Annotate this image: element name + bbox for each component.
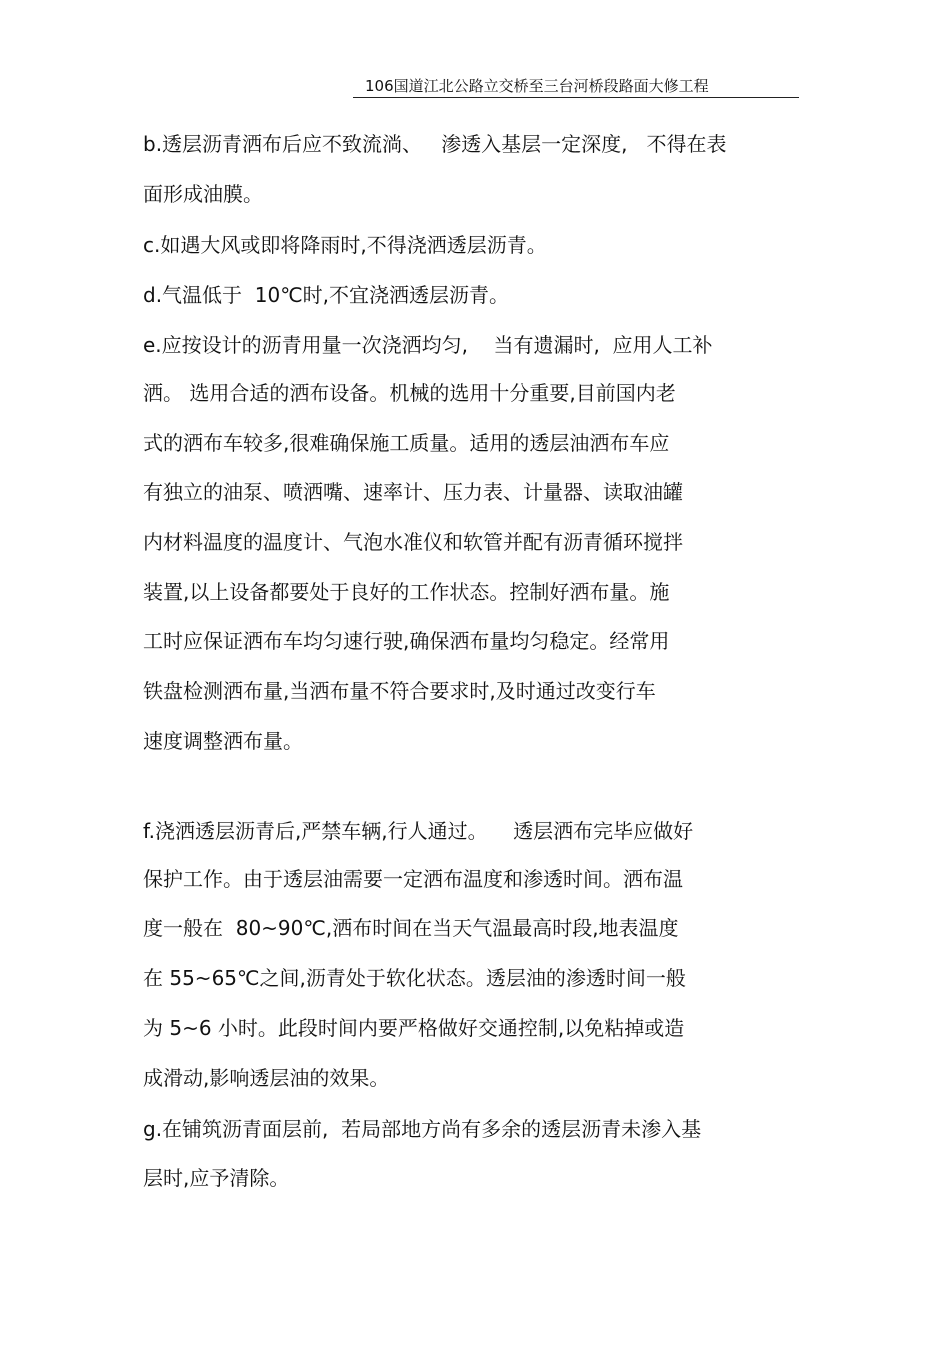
- text-line: 内材料温度的温度计、气泡水准仪和软管并配有沥青循环搅拌: [143, 530, 683, 554]
- text-line: 保护工作。由于透层油需要一定洒布温度和渗透时间。洒布温: [143, 867, 683, 891]
- text-line: g.在铺筑沥青面层前, 若局部地方尚有多余的透层沥青未渗入基: [143, 1117, 702, 1141]
- text-line: 洒。 选用合适的洒布设备。机械的选用十分重要,目前国内老: [143, 381, 676, 405]
- text-line: 式的洒布车较多,很难确保施工质量。适用的透层油洒布车应: [143, 431, 670, 455]
- text-line: 层时,应予清除。: [143, 1166, 290, 1190]
- text-line: 成滑动,影响透层油的效果。: [143, 1066, 390, 1090]
- text-line: 度一般在 80~90℃,洒布时间在当天气温最高时段,地表温度: [143, 916, 679, 940]
- text-line: e.应按设计的沥青用量一次浇洒均匀, 当有遗漏时, 应用人工补: [143, 333, 713, 357]
- text-line: 在 55~65℃之间,沥青处于软化状态。透层油的渗透时间一般: [143, 966, 686, 990]
- text-line: b.透层沥青洒布后应不致流淌、 渗透入基层一定深度, 不得在表: [143, 132, 727, 156]
- text-line: d.气温低于 10℃时,不宜浇洒透层沥青。: [143, 283, 510, 307]
- text-line: f.浇洒透层沥青后,严禁车辆,行人通过。 透层洒布完毕应做好: [143, 819, 694, 843]
- text-line: 面形成油膜。: [143, 182, 263, 206]
- text-line: 为 5~6 小时。此段时间内要严格做好交通控制,以免粘掉或造: [143, 1016, 685, 1040]
- text-line: 装置,以上设备都要处于良好的工作状态。控制好洒布量。施: [143, 580, 670, 604]
- text-line: c.如遇大风或即将降雨时,不得浇洒透层沥青。: [143, 233, 547, 257]
- page-header: 106国道江北公路立交桥至三台河桥段路面大修工程: [353, 76, 799, 98]
- text-line: 有独立的油泵、喷洒嘴、速率计、压力表、计量器、读取油罐: [143, 480, 683, 504]
- text-line: 铁盘检测洒布量,当洒布量不符合要求时,及时通过改变行车: [143, 679, 656, 703]
- text-line: 工时应保证洒布车均匀速行驶,确保洒布量均匀稳定。经常用: [143, 629, 670, 653]
- text-line: 速度调整洒布量。: [143, 729, 303, 753]
